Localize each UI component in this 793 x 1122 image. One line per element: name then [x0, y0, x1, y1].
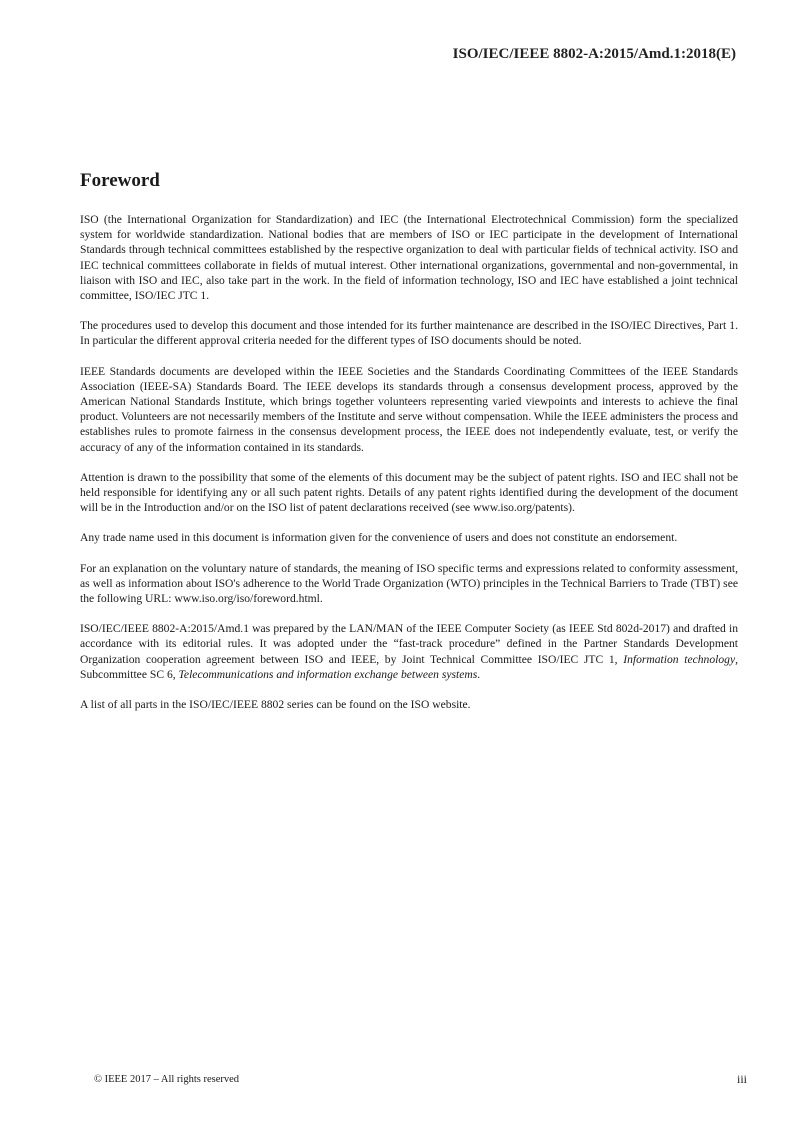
- paragraph-patent-rights: Attention is drawn to the possibility that some of the elements of this document may be the subject of patent rights. ISO and IEC shall not be held responsible for identifying any or all such patent rights. Details of any patent rights identified during the development of the document will be in the Introduction and/or on the ISO list of patent declarations received (see www.iso.org/patents).: [80, 470, 738, 515]
- page-title: Foreword: [80, 170, 160, 191]
- paragraph-prepared-by: [80, 621, 738, 682]
- document-identifier: ISO/IEC/IEEE 8802-A:2015/Amd.1:2018(E): [452, 46, 736, 62]
- jtc1-title: Information technology: [623, 652, 736, 666]
- sc6-title: Telecommunications and information exchange between systems: [178, 667, 478, 681]
- prepared-by-text-end: .: [477, 667, 481, 681]
- paragraph-iso-iec: ISO (the International Organization for Standardization) and IEC (the International Electrotechnical Commission) form the specialized system for worldwide standardization. National bodies that are members of ISO or IEC participate in the development of International Standards through technical committees established by the respective organization to deal with particular fields of technical activity. ISO and IEC technical committees collaborate in fields of mutual interest. Other international organizations, governmental and non-governmental, in liaison with ISO and IEC, also take part in the work. In the field of information technology, ISO and IEC have established a joint technical committee, ISO/IEC JTC 1.: [80, 213, 738, 303]
- paragraph-procedures: The procedures used to develop this document and those intended for its further maintenance are described in the ISO/IEC Directives, Part 1. In particular the different approval criteria needed for the different types of ISO documents should be noted.: [80, 319, 738, 348]
- prepared-by-text-cont: , Subcommittee SC 6,: [80, 652, 739, 681]
- copyright-notice: © IEEE 2017 – All rights reserved: [94, 1074, 240, 1085]
- foreword-body: [80, 212, 738, 727]
- paragraph-ieee-standards: IEEE Standards documents are developed within the IEEE Societies and the Standards Coordinating Committees of the IEEE Standards Association (IEEE-SA) Standards Board. The IEEE develops its standards through a consensus development process, approved by the American National Standards Institute, which brings together volunteers representing varied viewpoints and interests to achieve the final product. Volunteers are not necessarily members of the Institute and serve without compensation. While the IEEE administers the process and establishes rules to promote fairness in the consensus development process, the IEEE does not independently evaluate, test, or verify the accuracy of any of the information contained in its standards.: [80, 364, 738, 454]
- paragraph-voluntary-nature: For an explanation on the voluntary nature of standards, the meaning of ISO specific terms and expressions related to conformity assessment, as well as information about ISO's adherence to the World Trade Organization (WTO) principles in the Technical Barriers to Trade (TBT) see the following URL: www.iso.org/iso/foreword.html.: [80, 561, 738, 606]
- paragraph-parts-list: A list of all parts in the ISO/IEC/IEEE 8802 series can be found on the ISO website.: [80, 698, 471, 712]
- prepared-by-text: ISO/IEC/IEEE 8802-A:2015/Amd.1 was prepared by the LAN/MAN of the IEEE Computer Society (as IEEE Std 802d-2017) and drafted in accordance with its editorial rules. It was adopted under the “fast-track procedure” defined in the Partner Standards Development Organization cooperation agreement between ISO and IEEE, by Joint Technical Committee ISO/IEC JTC 1,: [80, 622, 738, 666]
- page-number: iii: [736, 1072, 747, 1086]
- paragraph-trade-name: Any trade name used in this document is information given for the convenience of users and does not constitute an endorsement.: [80, 531, 678, 545]
